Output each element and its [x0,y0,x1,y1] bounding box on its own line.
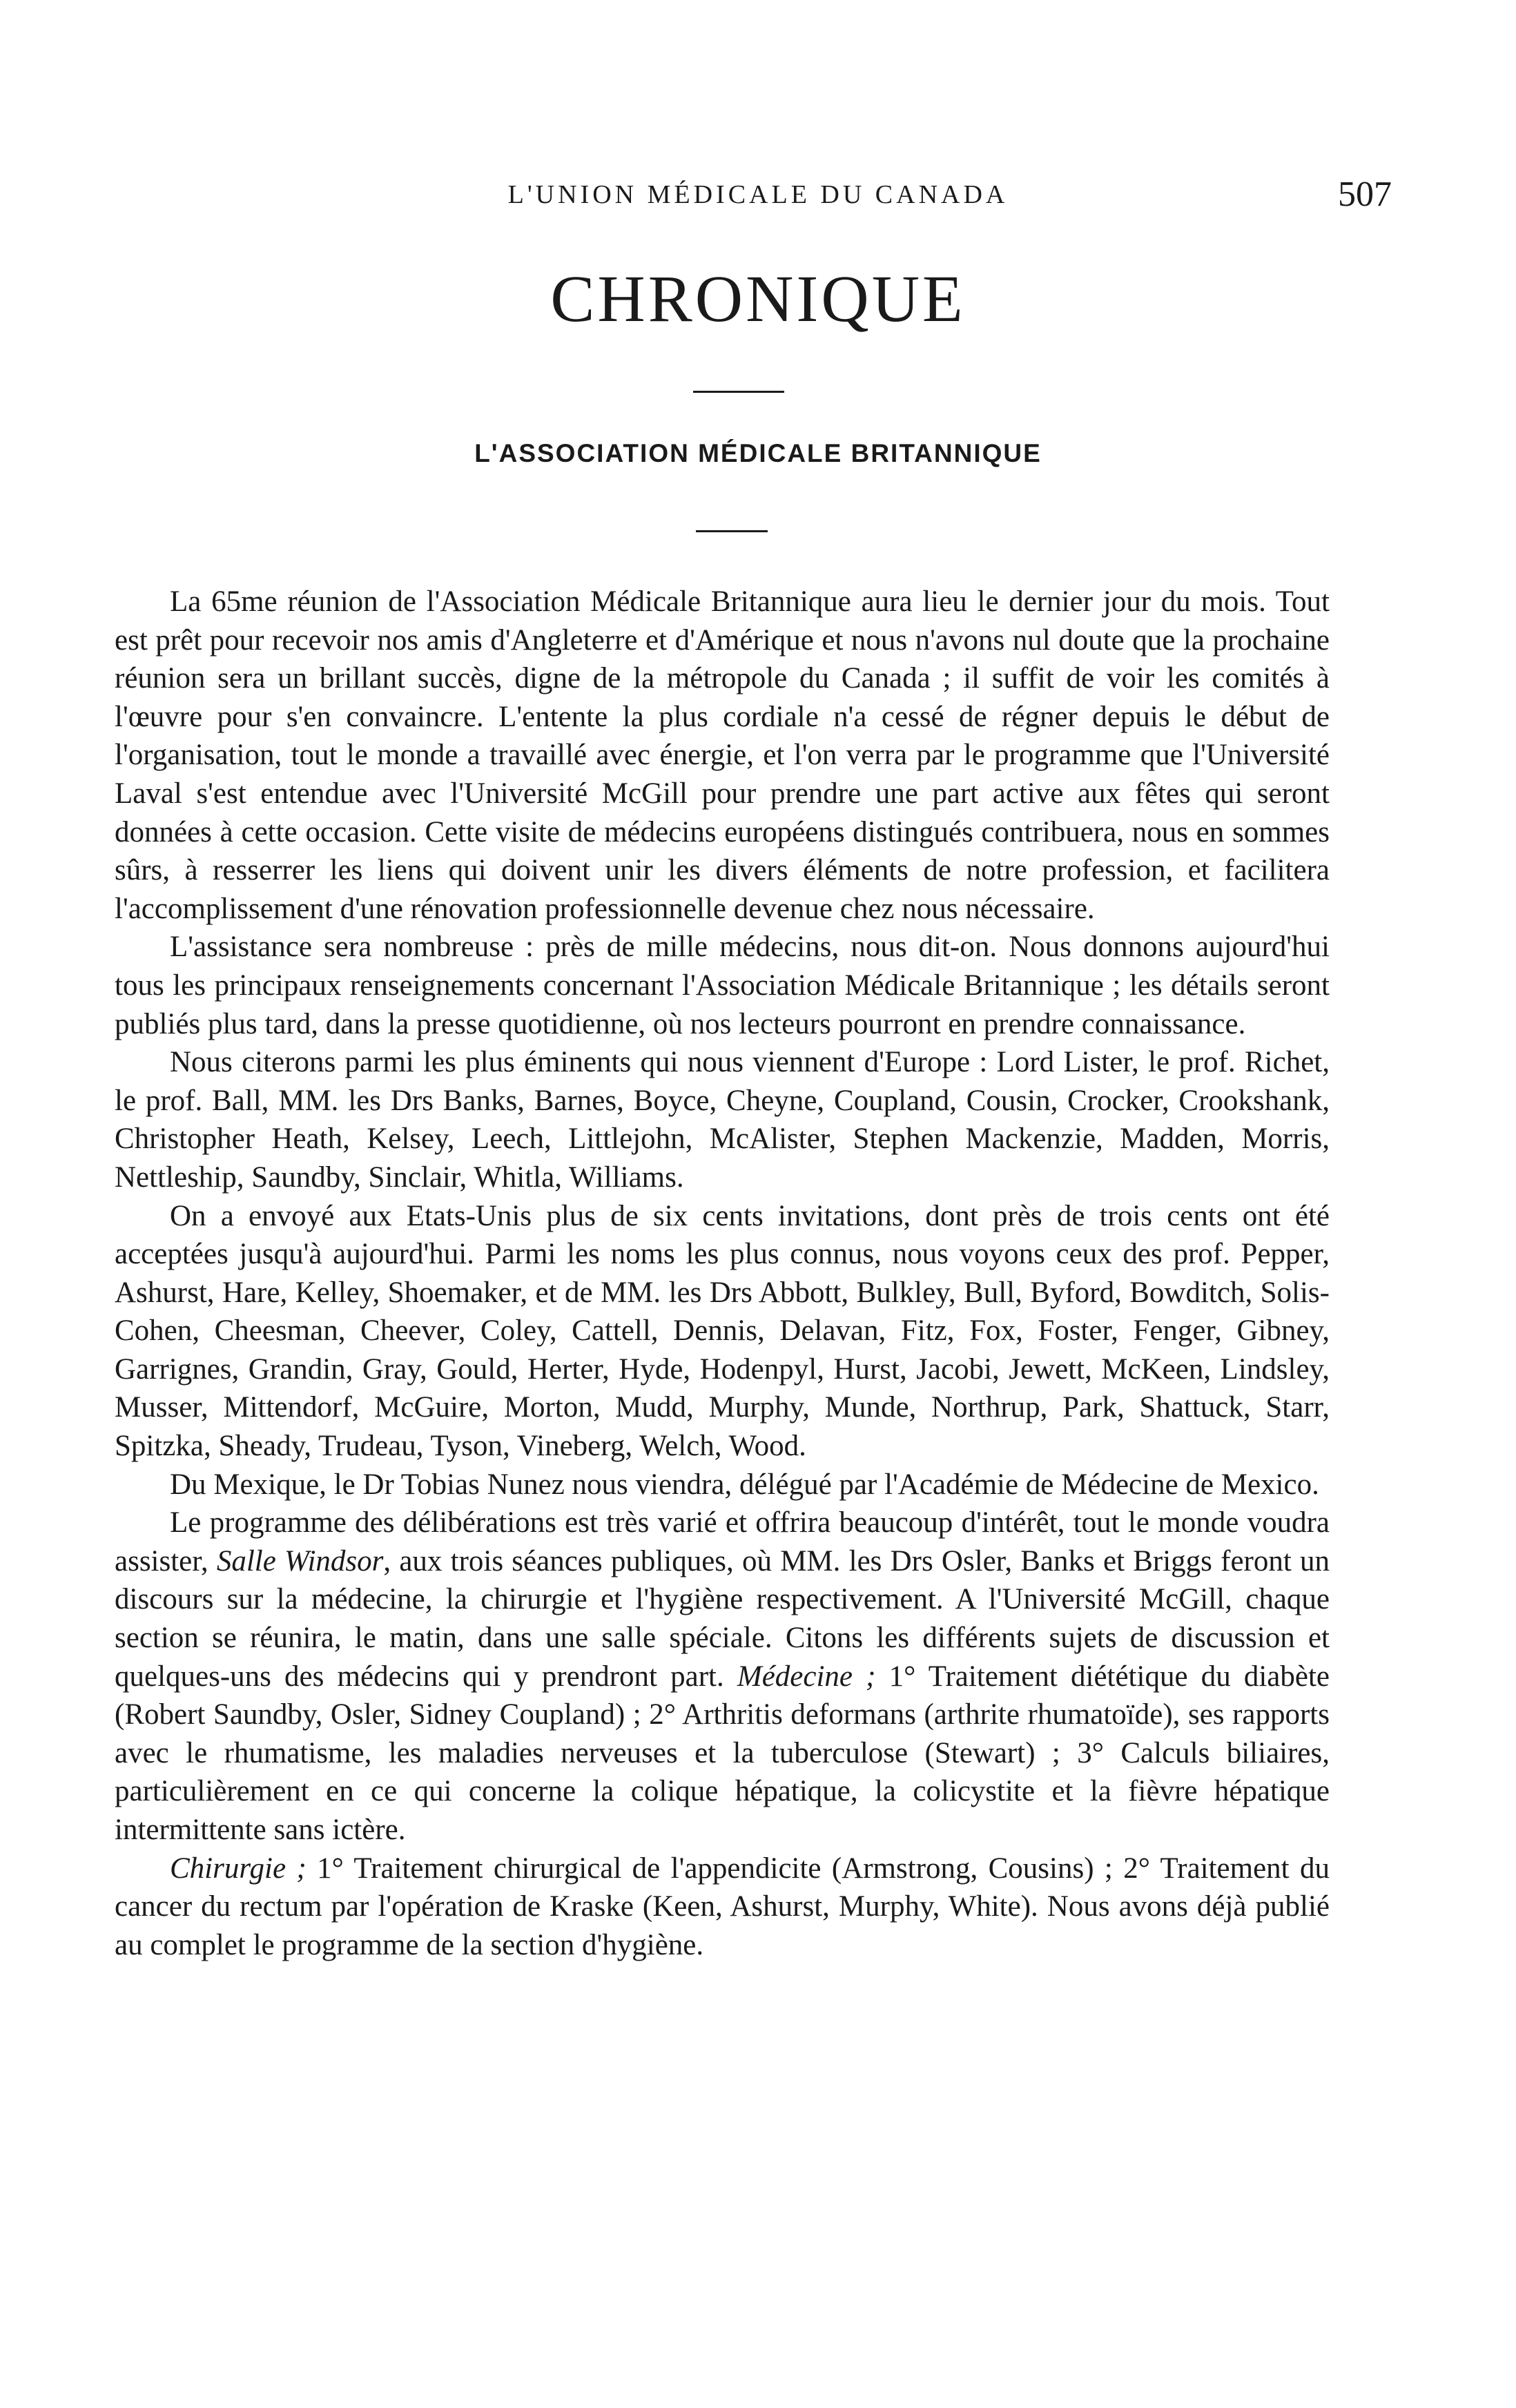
text-run: 1° Traitement chirurgical de l'appendicite (Armstrong, Cousins) ; 2° Traitement du cancer du rectum par l'opération de Kraske (Keen, Ashurst, Murphy, White). Nous avons déjà publié au complet le programme de la section d'hygiène. [115,1852,1330,1961]
page-number: 507 [1338,175,1392,214]
italic-text: Médecine ; [737,1660,876,1693]
article-body [115,583,1330,1964]
chronique-heading: CHRONIQUE [550,262,966,336]
paragraph [115,1504,1330,1849]
paragraph: Nous citerons parmi les plus éminents qui nous viennent d'Europe : Lord Lister, le prof. Richet, le prof. Ball, MM. les Drs Banks, Barnes, Boyce, Cheyne, Coupland, Cousin, Crocker, Crookshank, Christopher Heath, Kelsey, Leech, Littlejohn, McAlister, Stephen Mackenzie, Madden, Morris, Nettleship, Saundby, Sinclair, Whitla, Williams. [115,1046,1330,1194]
journal-title: L'UNION MÉDICALE DU CANADA [507,180,1009,209]
paragraph: La 65me réunion de l'Association Médicale Britannique aura lieu le dernier jour du mois. Tout est prêt pour recevoir nos amis d'Angleterre et d'Amérique et nous n'avons nul doute que la prochaine réunion sera un brillant succès, digne de la métropole du Canada ; il suffit de voir les comités à l'œuvre pour s'en convaincre. L'entente la plus cordiale n'a cessé de régner depuis le début de l'organisation, tout le monde a travaillé avec énergie, et l'on verra par le programme que l'Université Laval s'est entendue avec l'Université McGill pour prendre une part active aux fêtes qui seront données à cette occasion. Cette visite de médecins européens distingués contribuera, nous en sommes sûrs, à resserrer les liens qui doivent unir les divers éléments de notre profession, et facilitera l'accomplissement d'une rénovation professionnelle devenue chez nous nécessaire. [115,585,1330,925]
paragraph: On a envoyé aux Etats-Unis plus de six cents invitations, dont près de trois cents ont été acceptées jusqu'à aujourd'hui. Parmi les noms les plus connus, nous voyons ceux des prof. Pepper, Ashurst, Hare, Kelley, Shoemaker, et de MM. les Drs Abbott, Bulkley, Bull, Byford, Bowditch, Solis-Cohen, Cheesman, Cheever, Coley, Cattell, Dennis, Delavan, Fitz, Fox, Foster, Fenger, Gibney, Garrignes, Grandin, Gray, Gould, Herter, Hyde, Hodenpyl, Hurst, Jacobi, Jewett, McKeen, Lindsley, Musser, Mittendorf, McGuire, Morton, Mudd, Murphy, Munde, Northrup, Park, Shattuck, Starr, Spitzka, Sheady, Trudeau, Tyson, Vineberg, Welch, Wood. [115,1199,1330,1463]
italic-text: Salle Windsor [216,1544,384,1577]
text-run: 1° Traitement diététique du diabète (Robert Saundby, Osler, Sidney Coupland) ; 2° Arthritis deformans (arthrite rhumatoïde), ses rapports avec le rhumatisme, les maladies nerveuses et la tuberculose (Stewart) ; 3° Calculs biliaires, particulièrement en ce qui concerne la colique hépatique, la colicystite et la fièvre hépatique intermittente sans ictère. [115,1660,1330,1846]
paragraph [115,1849,1330,1965]
section-title: L'ASSOCIATION MÉDICALE BRITANNIQUE [474,439,1042,467]
text-run: , aux trois séances publiques, où MM. les Drs Osler, Banks et Briggs feront un discours sur la médecine, la chirurgie et l'hygiène respectivement. A l'Université McGill, chaque section se réunira, le matin, dans une salle spéciale. Citons les différents sujets de discussion et quelques-uns des médecins qui y prendront part. [115,1544,1330,1693]
paragraph: Du Mexique, le Dr Tobias Nunez nous viendra, délégué par l'Académie de Médecine de Mexico. [170,1468,1319,1501]
paragraph: L'assistance sera nombreuse : près de mille médecins, nous dit-on. Nous donnons aujourd'hui tous les principaux renseignements concernant l'Association Médicale Britannique ; les détails seront publiés plus tard, dans la presse quotidienne, où nos lecteurs pourront en prendre connaissance. [115,931,1330,1040]
text-run: Le programme des délibérations est très varié et offrira beaucoup d'intérêt, tout le monde voudra assister, [115,1506,1330,1577]
divider-rule [693,391,784,393]
italic-text: Chirurgie ; [170,1852,307,1885]
running-head [124,174,1392,215]
divider-rule [696,530,768,532]
